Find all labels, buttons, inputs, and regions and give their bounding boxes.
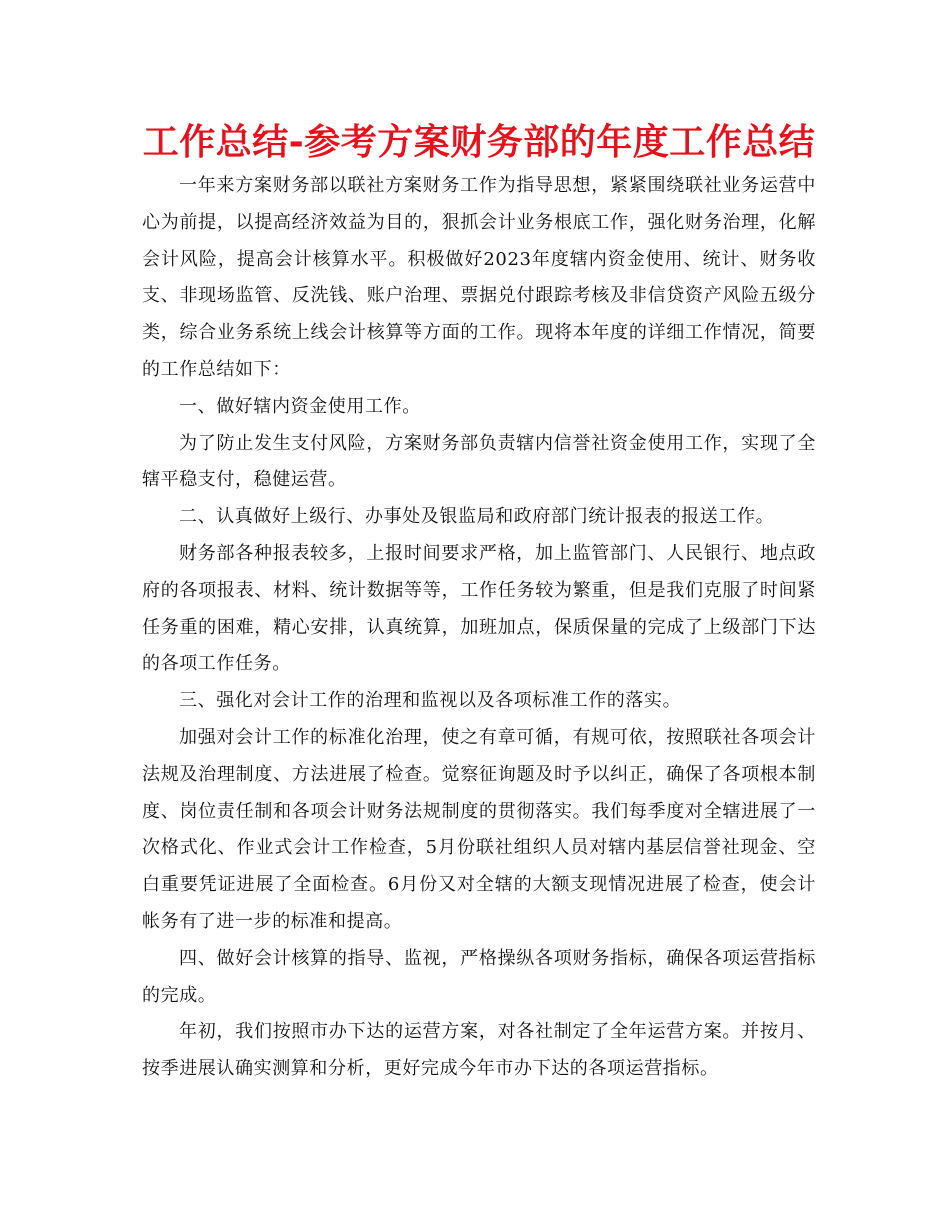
document-title: 工作总结-参考方案财务部的年度工作总结 [142,122,816,163]
paragraph-intro: 一年来方案财务部以联社方案财务工作为指导思想，紧紧围绕联社业务运营中心为前提，以提高经济效益为目的，狠抓会计业务根底工作，强化财务治理，化解会计风险，提高会计核算水平。积极做好2023年度辖内资金使用、统计、财务收支、非现场监管、反洗钱、账户治理、票据兑付跟踪考核及非信贷资产风险五级分类，综合业务系统上线会计核算等方面的工作。现将本年度的详细工作情况，简要的工作总结如下： [142,175,816,380]
section-heading-3: 三、强化对会计工作的治理和监视以及各项标准工作的落实。 [179,690,682,712]
paragraph-section-4: 年初，我们按照市办下达的运营方案，对各社制定了全年运营方案。并按月、按季进展认确实测算和分析，更好完成今年市办下达的各项运营指标。 [142,1021,816,1080]
section-heading-2: 二、认真做好上级行、办事处及银监局和政府部门统计报表的报送工作。 [179,506,775,528]
paragraph-section-3: 加强对会计工作的标准化治理，使之有章可循，有规可依，按照联社各项会计法规及治理制度、方法进展了检查。觉察征询题及时予以纠正，确保了各项根本制度、岗位责任制和各项会计财务法规制度的贯彻落实。我们每季度对全辖进展了一次格式化、作业式会计工作检查，5月份联社组织人员对辖内基层信誉社现金、空白重要凭证进展了全面检查。6月份又对全辖的大额支现情况进展了检查，使会计帐务有了进一步的标准和提高。 [142,726,816,932]
section-heading-4: 四、做好会计核算的指导、监视，严格操纵各项财务指标，确保各项运营指标的完成。 [142,947,816,1006]
paragraph-section-1: 为了防止发生支付风险，方案财务部负责辖内信誉社资金使用工作，实现了全辖平稳支付，稳健运营。 [142,432,816,491]
document-body [142,168,816,1088]
section-heading-1: 一、做好辖内资金使用工作。 [179,395,421,417]
paragraph-section-2: 财务部各种报表较多，上报时间要求严格，加上监管部门、人民银行、地点政府的各项报表、材料、统计数据等等，工作任务较为繁重，但是我们克服了时间紧任务重的困难，精心安排，认真统算，加班加点，保质保量的完成了上级部门下达的各项工作任务。 [142,542,816,675]
